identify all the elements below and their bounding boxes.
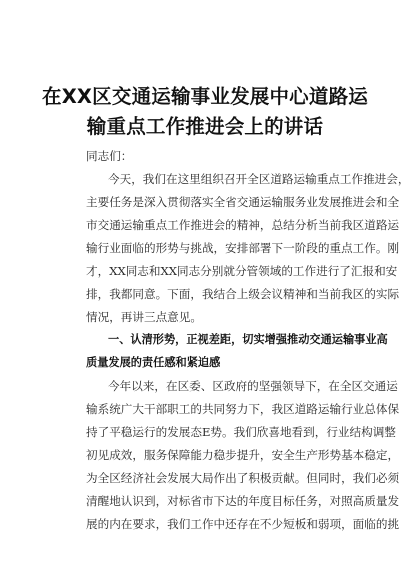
paragraph-2-line: 持了平稳运行的发展态E势。我们欣喜地看到，行业结构调整	[86, 425, 396, 439]
paragraph-2-line: 输系统广大干部职工的共同努力下，我区道路运输行业总体保	[86, 402, 400, 416]
paragraph-2-line: 清醒地认识到，对标省市下达的年度目标任务，对照高质量发	[86, 494, 400, 508]
section-heading-1-line: 质量发展的责任感和紧迫感	[86, 356, 221, 369]
salutation: 同志们：	[86, 149, 133, 163]
paragraph-1-line: 市交通运输重点工作推进会的精神，总结分析当前我区道路运	[86, 218, 400, 232]
paragraph-1-line: 排，我都同意。下面，我结合上级会议精神和当前我区的实际	[86, 287, 400, 301]
paragraph-1-line: 今天，我们在这里组织召开全区道路运输重点工作推进会，	[108, 172, 410, 186]
paragraph-1-line: 输行业面临的形势与挑战，安排部署下一阶段的重点工作。刚	[86, 241, 400, 255]
paragraph-1-line: 主要任务是深入贯彻落实全省交通运输服务业发展推进会和全	[86, 195, 400, 209]
paragraph-1-line: 情况，再讲三点意见。	[86, 310, 202, 324]
paragraph-2-line: 为全区经济社会发展大局作出了积极贡献。但同时，我们必须	[86, 471, 400, 485]
paragraph-1-line: 才，XX同志和XX同志分别就分管领域的工作进行了汇报和安	[86, 264, 398, 278]
paragraph-2-line: 初见成效，服务保障能力稳步提升，安全生产形势基本稳定，	[86, 448, 400, 462]
document-title-line-2: 输重点工作推进会上的讲话	[86, 115, 324, 138]
document-title-line-1: 在XX区交通运输事业发展中心道路运	[42, 85, 368, 108]
paragraph-2-line: 展的内在要求，我们工作中还存在不少短板和弱项，面临的挑	[86, 517, 400, 531]
section-heading-1-line: 一、认清形势，正视差距，切实增强推动交通运输事业高	[108, 333, 388, 346]
paragraph-2-line: 今年以来，在区委、区政府的坚强领导下，在全区交通运	[108, 379, 398, 393]
